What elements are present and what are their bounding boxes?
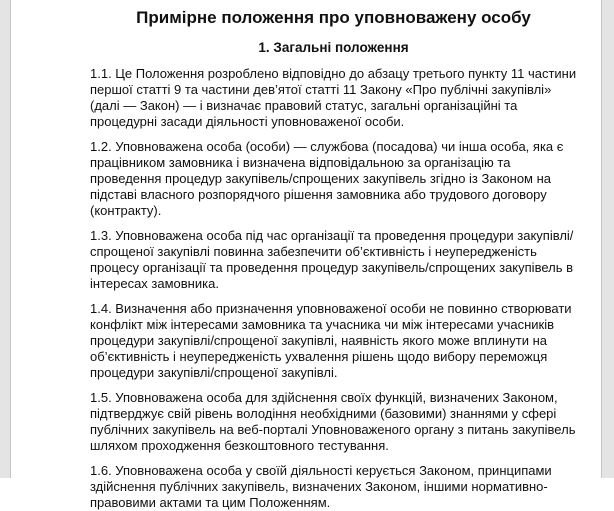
viewer-left-gutter (0, 0, 11, 478)
document-paragraph-1-4: 1.4. Визначення або призначення уповноваженої особи не повинно створювати конфлікт між інтересами замовника та учасника чи між інтересами учасників процедури закупівлі/спрощеної закупівлі, наявність якого може вплинути на об’єктивність і неупередженість ухвалення рішень щодо вибору переможця процедури закупівлі/спрощеної закупівлі. (90, 301, 572, 380)
document-title: Примірне положення про уповноважену особу (136, 8, 531, 27)
document-page (11, 0, 601, 510)
document-paragraph-1-1: 1.1. Це Положення розроблено відповідно до абзацу третього пункту 11 частини першої статті 9 та частини дев’ятої статті 11 Закону «Про публічні закупівлі» (далі — Закон) — і визначає правовий статус, загальні організаційні та процедурні засади діяльності уповноваженої особи. (90, 66, 577, 129)
document-paragraph-1-3: 1.3. Уповноважена особа під час організації та проведення процедури закупівлі/спрощеної закупівлі повинна забезпечити об’єктивність і неупередженість процесу організації та проведення процедур закупівель/спрощених закупівель в інтересах замовника. (90, 228, 574, 291)
document-paragraph-1-6: 1.6. Уповноважена особа у своїй діяльності керується Законом, принципами здійснення публічних закупівель, визначених Законом, іншими нормативно-правовими актами та цим Положенням. (90, 463, 552, 510)
document-paragraph-1-2: 1.2. Уповноважена особа (особи) — службова (посадова) чи інша особа, яка є працівником замовника і визначена відповідальною за організацію та проведення процедур закупівель/спрощених закупівель згідно із Законом на підставі власного розпорядчого рішення замовника або трудового договору (контракту). (90, 139, 564, 218)
document-content (90, 8, 577, 511)
section-heading: 1. Загальні положення (258, 40, 409, 55)
document-paragraph-1-5: 1.5. Уповноважена особа для здійснення своїх функцій, визначених Законом, підтверджує свій рівень володіння необхідними (базовими) знаннями у сфері публічних закупівель на веб-порталі Уповноваженого органу з питань закупівель шляхом проходження безкоштовного тестування. (90, 390, 576, 453)
viewer-right-gutter (601, 0, 614, 478)
